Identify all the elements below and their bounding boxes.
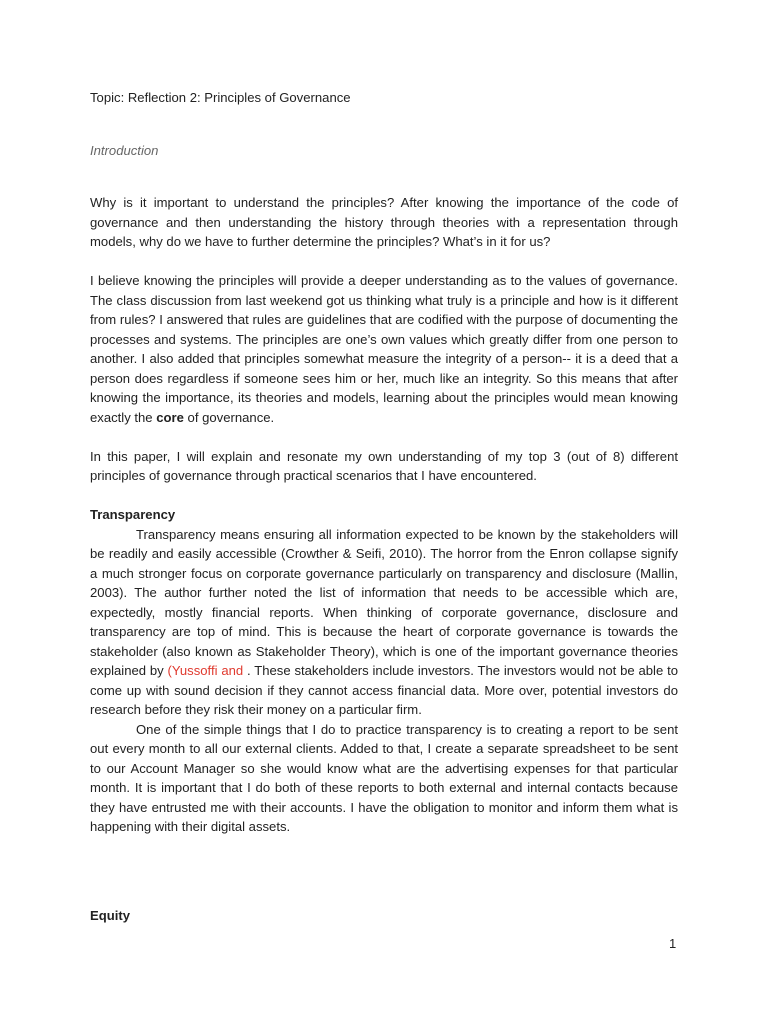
- page-number: 1: [669, 936, 677, 951]
- introduction-heading: Introduction: [90, 142, 159, 158]
- core-emphasis: core: [156, 409, 184, 425]
- topic-line: Topic: Reflection 2: Principles of Governance: [90, 90, 351, 105]
- intro-paragraph-3: In this paper, I will explain and resonate my own understanding of my top 3 (out of 8) different principles of governance through practical scenarios that I have encountered.: [90, 448, 678, 483]
- citation-highlight: (Yussoffi and: [167, 663, 244, 678]
- transparency-paragraph-1: [90, 525, 678, 720]
- transparency-p1-text-end: . These stakeholders include investors. The investors would not be able to come up with sound decision if they cannot access financial data. More over, potential investors do research before they risk their money on a particular firm.: [90, 663, 678, 717]
- paragraph-2-text-end: of governance.: [183, 409, 275, 425]
- document-body: [90, 88, 678, 837]
- intro-paragraph-2: [90, 271, 678, 427]
- paragraph-2-text: I believe knowing the principles will provide a deeper understanding as to the values of governance. The class discussion from last weekend got us thinking what truly is a principle and how is it different from rules? I answered that rules are guidelines that are codified with the purpose of documenting the processes and systems. The principles are one’s own values which greatly differ from one person to another. I also added that principles somewhat measure the integrity of a person-- it is a deed that a person does regardless if someone sees him or her, much like an integrity. So this means that after knowing the importance, its theories and models, learning about the principles would mean knowing exactly the: [90, 273, 678, 425]
- transparency-heading: Transparency: [90, 507, 176, 522]
- transparency-paragraph-2: One of the simple things that I do to practice transparency is to creating a report to be sent out every month to all our external clients. Added to that, I create a separate spreadsheet to be sent to our Account Manager so she would know what are the advertising expenses for that particular month. It is important that I do both of these reports to both external and internal contacts because they have entrusted me with their accounts. I have the obligation to monitor and inform them what is happening with their digital assets.: [90, 721, 678, 834]
- transparency-p1-text: Transparency means ensuring all information expected to be known by the stakeholders will be readily and easily accessible (Crowther & Seifi, 2010). The horror from the Enron collapse signify a much stronger focus on corporate governance particularly on transparency and disclosure (Mallin, 2003). The author further noted the list of information that needs to be accessible which are, expectedly, mostly financial reports. When thinking of corporate governance, disclosure and transparency are top of mind. This is because the heart of corporate governance is towards the stakeholder (also known as Stakeholder Theory), which is one of the important governance theories explained by: [90, 526, 678, 678]
- intro-paragraph-1: Why is it important to understand the principles? After knowing the importance of the code of governance and then understanding the history through theories with a representation through models, why do we have to further determine the principles? What’s in it for us?: [90, 195, 678, 249]
- equity-heading: Equity: [90, 908, 131, 923]
